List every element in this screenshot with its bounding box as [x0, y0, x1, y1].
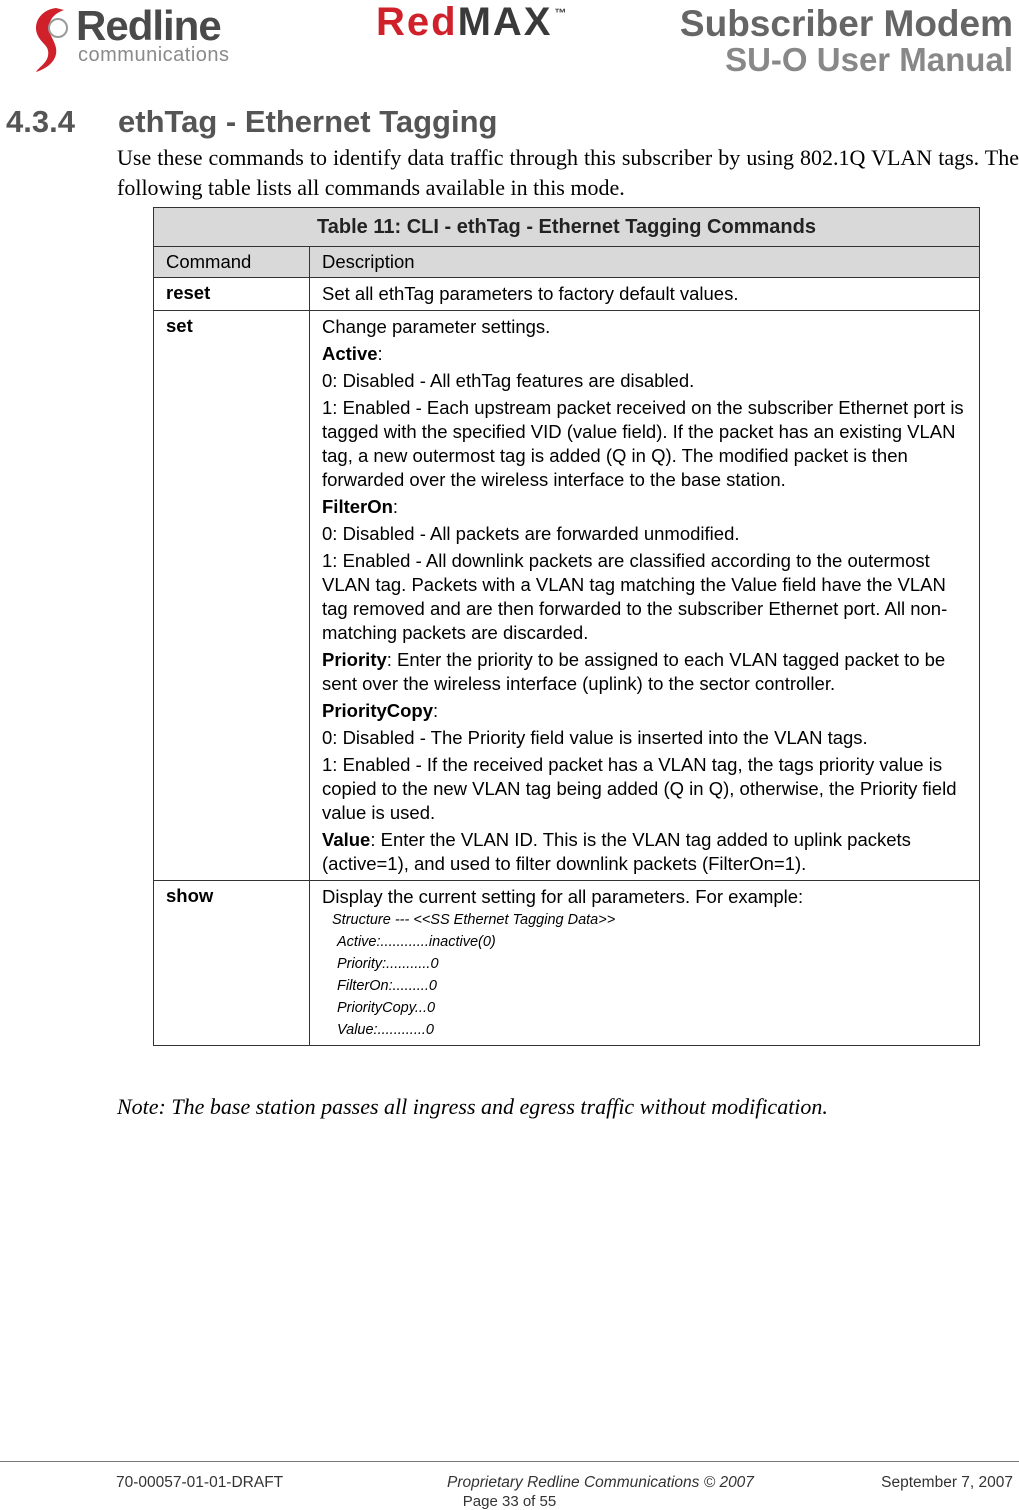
- table-caption: Table 11: CLI - ethTag - Ethernet Tagging Commands: [154, 208, 980, 247]
- description-show: [310, 881, 980, 1046]
- table-header-row: [154, 247, 980, 278]
- set-priority: [322, 648, 971, 696]
- table-row-show: [154, 881, 980, 1046]
- column-header-command: Command: [154, 247, 310, 278]
- param-filteron-label: FilterOn: [322, 496, 393, 517]
- set-active-heading: [322, 342, 971, 366]
- set-filteron-1: 1: Enabled - All downlink packets are classified according to the outermost VLAN tag. Packets with a VLAN tag matching the Value field have the VLAN tag removed and are then forwarded to the subscriber Ethernet port. All non-matching packets are discarded.: [322, 550, 948, 643]
- param-active-colon: :: [377, 343, 383, 364]
- command-reset: reset: [154, 278, 310, 311]
- redline-logo: [26, 2, 241, 74]
- section-title: ethTag - Ethernet Tagging: [118, 104, 498, 139]
- section-intro: Use these commands to identify data traffic through this subscriber by using 802.1Q VLAN tags. The following table lists all commands available in this mode.: [117, 145, 1019, 200]
- set-prioritycopy-0: 0: Disabled - The Priority field value is inserted into the VLAN tags.: [322, 727, 868, 748]
- footer-divider: [0, 1461, 1019, 1462]
- set-prioritycopy-1: 1: Enabled - If the received packet has a VLAN tag, the tags priority value is copied to the new VLAN tag being added (Q in Q), otherwise, the Priority field value is used.: [322, 754, 957, 823]
- param-prioritycopy-colon: :: [433, 700, 439, 721]
- set-prioritycopy-heading: [322, 699, 971, 723]
- note-text: Note: The base station passes all ingress and egress traffic without modification.: [117, 1094, 828, 1119]
- param-value-label: Value: [322, 829, 371, 850]
- footer-proprietary: Proprietary Redline Communications © 2007: [447, 1474, 754, 1491]
- show-intro: Display the current setting for all parameters. For example:: [322, 886, 804, 907]
- set-value: [322, 828, 971, 876]
- description-set: [310, 311, 980, 881]
- footer-doc-id: 70-00057-01-01-DRAFT: [116, 1474, 284, 1491]
- param-filteron-colon: :: [392, 496, 399, 517]
- param-active-label: Active: [322, 343, 378, 364]
- set-filteron-0: 0: Disabled - All packets are forwarded unmodified.: [322, 523, 740, 544]
- param-value-text: : Enter the VLAN ID. This is the VLAN tag added to uplink packets (active=1), and used to filter downlink packets (FilterOn=1).: [322, 829, 911, 874]
- example-line: Value:............0: [337, 1022, 434, 1038]
- command-show: show: [154, 881, 310, 1046]
- set-active-1: 1: Enabled - Each upstream packet received on the subscriber Ethernet port is tagged with the specified VID (value field). If the packet has an existing VLAN tag, a new outermost tag is added (Q in Q). The modified packet is then forwarded over the wireless interface to the base station.: [322, 397, 964, 490]
- table-caption-row: [154, 208, 980, 247]
- commands-table: [153, 207, 980, 1046]
- brand-red-text: Red: [376, 0, 458, 44]
- param-priority-text: : Enter the priority to be assigned to each VLAN tagged packet to be sent over the wireless interface (uplink) to the sector controller.: [322, 649, 946, 694]
- logo-tagline: communications: [78, 44, 230, 66]
- param-priority-label: Priority: [322, 649, 387, 670]
- example-line: FilterOn:.........0: [337, 978, 437, 994]
- logo-wordmark: Redline: [76, 2, 221, 49]
- description-reset: Set all ethTag parameters to factory default values.: [310, 278, 980, 311]
- redmax-brand: [376, 0, 568, 45]
- column-header-description: Description: [310, 247, 980, 278]
- example-header: Structure --- <<SS Ethernet Tagging Data>>: [332, 912, 616, 928]
- trademark-mark: ™: [554, 6, 569, 20]
- set-intro: Change parameter settings.: [322, 316, 551, 337]
- show-example: [322, 909, 971, 1041]
- set-active-0: 0: Disabled - All ethTag features are disabled.: [322, 370, 695, 391]
- brand-gray-text: MAX: [457, 0, 553, 44]
- manual-title-line1: Subscriber Modem: [679, 3, 1013, 44]
- set-filteron-heading: [322, 495, 971, 519]
- example-line: Priority:...........0: [337, 956, 439, 972]
- example-line: Active:............inactive(0): [337, 934, 496, 950]
- manual-title-line2: SU-O User Manual: [725, 41, 1013, 78]
- param-prioritycopy-label: PriorityCopy: [322, 700, 434, 721]
- footer-page-number: Page 33 of 55: [462, 1493, 557, 1510]
- example-line: PriorityCopy...0: [337, 1000, 436, 1016]
- section-number: 4.3.4: [6, 104, 75, 139]
- command-set: set: [154, 311, 310, 881]
- section-heading: [6, 104, 497, 140]
- table-row-set: [154, 311, 980, 881]
- table-row-reset: [154, 278, 980, 311]
- footer-date: September 7, 2007: [881, 1474, 1013, 1491]
- manual-title: [680, 2, 1013, 82]
